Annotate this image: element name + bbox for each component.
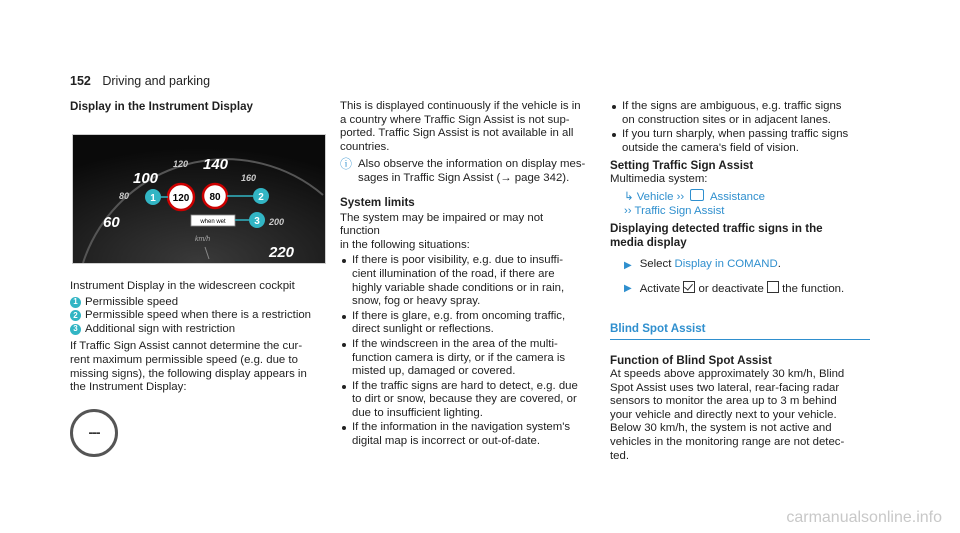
speed-sign-1-value: 120 [172,193,190,204]
para-line: in the following situations: [340,238,470,251]
page-header [70,74,210,88]
multimedia-label: Multimedia system: [610,173,708,186]
watermark: carmanualsonline.info [786,509,942,526]
display-heading: Display in the Instrument Display [70,100,253,113]
speed-label-100: 100 [133,170,159,187]
speed-label-80: 80 [119,191,130,201]
legend-item [70,309,326,323]
checkbox-checked-icon[interactable] [683,281,695,293]
legend-number: 2 [70,310,81,321]
step-activate [624,281,870,297]
list-item: If there is poor visibility, e.g. due to insuffi- cient illumination of the road, if there are highly variable shade conditions or in rain, snow, fog or heavy spray. [340,254,586,308]
list-item: If you turn sharply, when passing traffic signs outside the camera's field of vision. [610,128,870,155]
legend-number: 1 [70,297,81,308]
callout-3-label: 3 [254,216,260,227]
para-line: The system may be impaired or may not function [340,211,544,238]
column-1 [70,100,326,457]
para-line: the Instrument Display: [70,381,187,394]
vehicle-icon [690,189,704,201]
info-icon: ⓘ [340,157,353,172]
image-caption: Instrument Display in the widescreen cockpit [70,280,295,292]
step-arrow-icon: ▶ [624,260,632,272]
menu-traffic-sign-assist[interactable]: Traffic Sign Assist [634,204,725,217]
list-item: If there is glare, e.g. from oncoming traffic, direct sunlight or reflections. [340,310,586,337]
note-block [340,158,586,185]
setting-heading: Setting Traffic Sign Assist [610,159,754,173]
column-2 [340,100,586,450]
menu-path [624,189,870,218]
speed-label-140: 140 [203,156,229,173]
detected-signs-heading: Displaying detected traffic signs in the media display [610,222,823,250]
unavailable-paragraph [70,340,326,394]
bsa-function-heading: Function of Blind Spot Assist [610,353,772,367]
speed-label-220: 220 [269,244,295,261]
legend-list [70,296,326,337]
no-sign-symbol: --- [88,423,100,440]
limits-list-continued [610,100,870,155]
double-arrow-icon: ›› [676,190,688,203]
legend-item [70,296,326,310]
list-item: If the signs are ambiguous, e.g. traffic signs on construction sites or in adjacent lanes. [610,100,870,127]
section-title: Driving and parking [102,74,211,88]
unit-label: km/h [195,236,211,243]
para-line: missing signs), the following display appears in [70,367,307,380]
step-select-display [624,258,870,273]
list-item: If the windscreen in the area of the multi- function camera is dirty, or if the camera is misted up, damaged or covered. [340,338,586,379]
para-line: This is displayed continuously if the vehicle is in [340,100,581,112]
limits-intro [340,212,586,253]
bsa-paragraph: At speeds above approximately 30 km/h, Blind Spot Assist uses two lateral, rear-facing radar sensors to monitor the area up to 3 m behind your vehicle and directly next to your vehicle. Below 30 km/h, the system is not active and vehicles in the monitoring range are not detec- ted. [610,367,845,462]
step-text: Activate or deactivate the function. [639,282,845,295]
para-line: countries. [340,140,390,153]
speed-label-120: 120 [173,159,189,169]
step-arrow-icon: ▶ [624,282,632,294]
speed-label-160: 160 [241,173,257,183]
menu-vehicle[interactable]: Vehicle [636,190,674,203]
checkbox-unchecked-icon[interactable] [767,281,779,293]
speed-sign-2-value: 80 [209,192,221,203]
callout-1-label: 1 [150,193,156,204]
limits-list [340,254,586,448]
list-item: If the information in the navigation system's digital map is incorrect or out-of-date. [340,421,586,448]
double-arrow-icon: ›› [624,204,635,217]
step-text: Select Display in COMAND. [639,258,781,271]
para-line: a country where Traffic Sign Assist is not sup- [340,113,570,126]
para-line: ported. Traffic Sign Assist is not available in all [340,127,574,140]
para-line: If Traffic Sign Assist cannot determine the cur- [70,340,303,353]
speedometer-graphic [73,135,325,263]
note-line[interactable]: sages in Traffic Sign Assist (→ page 342). [358,171,570,184]
display-in-comand-link[interactable]: Display in COMAND [674,258,778,271]
column-3 [610,100,870,465]
legend-text: Permissible speed [85,295,179,308]
list-item: If the traffic signs are hard to detect, e.g. due to dirt or snow, because they are covered, or due to insufficient lighting. [340,380,586,421]
system-limits-heading: System limits [340,195,415,209]
speed-label-200: 200 [269,217,285,227]
note-line: Also observe the information on display mes- [358,158,586,171]
no-sign-detected-icon [70,409,118,457]
legend-item [70,323,326,337]
instrument-cluster-image [72,134,326,264]
menu-assistance[interactable]: Assistance [709,190,766,203]
para-line: rent maximum permissible speed (e.g. due to [70,353,298,366]
additional-sign-text: when wet [200,219,226,225]
speed-label-60: 60 [103,214,120,231]
enter-arrow-icon: ↳ [624,190,634,203]
page-number: 152 [70,74,91,88]
legend-text: Permissible speed when there is a restriction [85,309,312,322]
callout-2-label: 2 [258,192,264,203]
legend-text: Additional sign with restriction [85,322,236,335]
legend-number: 3 [70,324,81,335]
country-paragraph [340,100,586,154]
blind-spot-section-title: Blind Spot Assist [610,322,870,340]
note-text [358,158,585,185]
